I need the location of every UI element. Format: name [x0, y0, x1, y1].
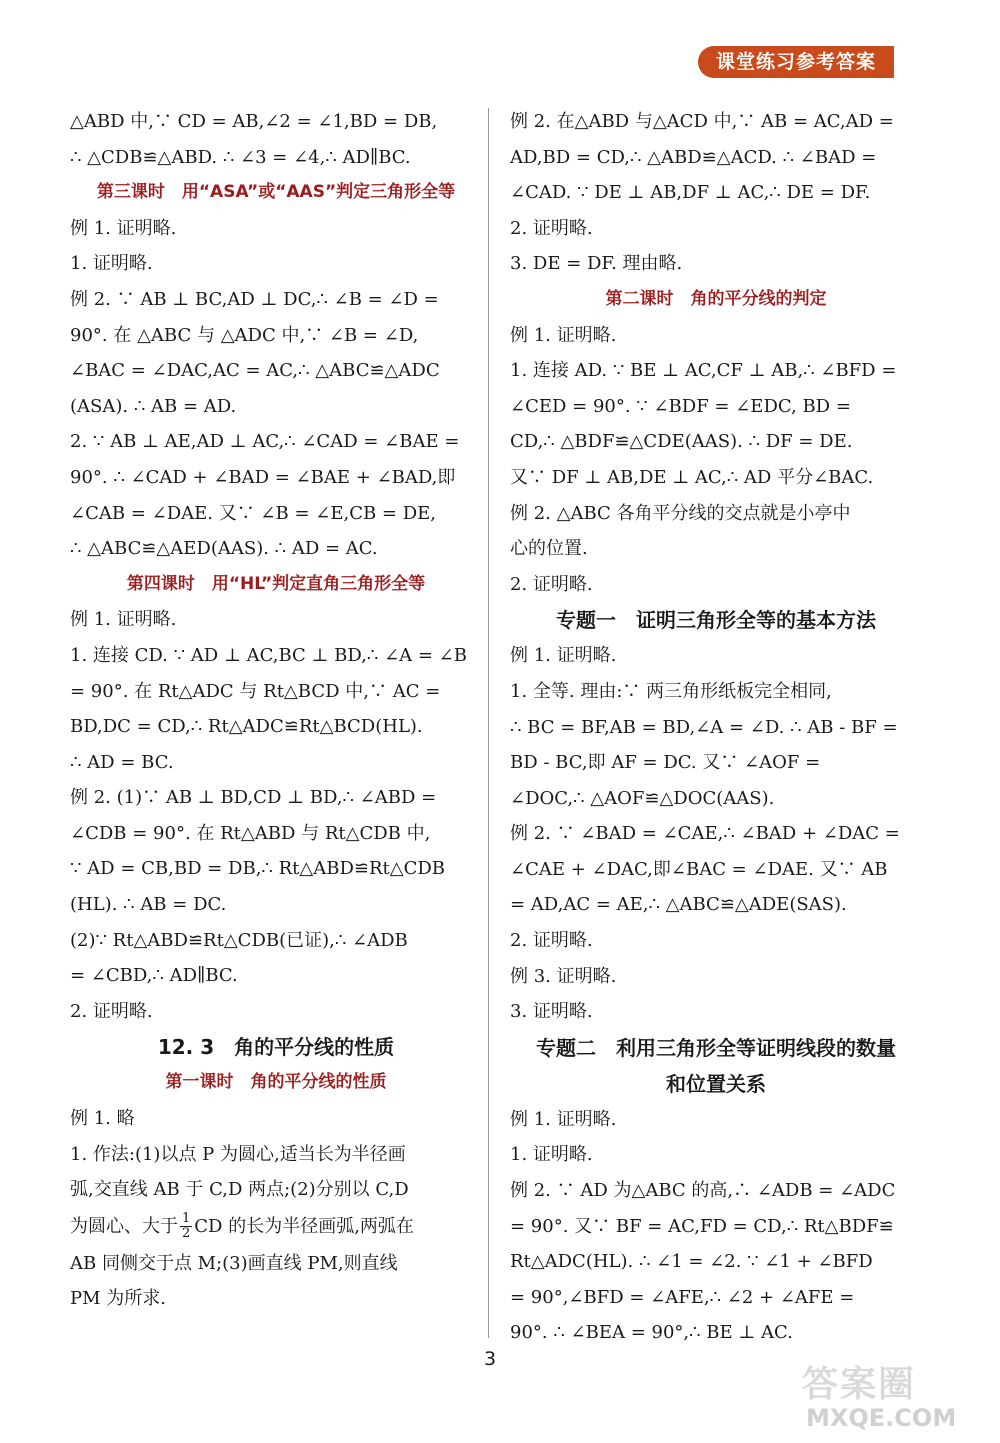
text-line: 例 2. △ABC 各角平分线的交点就是小亭中: [510, 502, 851, 524]
text-line: BD,DC = CD,∴ Rt△ADC≌Rt△BCD(HL).: [70, 716, 423, 738]
left-column: [70, 104, 482, 1317]
text-line: 1. 连接 AD. ∵ BE ⊥ AC,CF ⊥ AB,∴ ∠BFD =: [510, 360, 897, 382]
text-line: 又∵ DF ⊥ AB,DE ⊥ AC,∴ AD 平分∠BAC.: [510, 466, 874, 488]
watermark-url: MXQE.COM: [806, 1404, 957, 1432]
text-line: ∴ △CDB≌△ABD. ∴ ∠3 = ∠4,∴ AD∥BC.: [70, 146, 411, 168]
page-header-banner: 课堂练习参考答案: [698, 46, 894, 78]
text-line: ∠CAB = ∠DAE. 又∵ ∠B = ∠E,CB = DE,: [70, 502, 437, 524]
text-line: ∠CED = 90°. ∵ ∠BDF = ∠EDC, BD =: [510, 395, 851, 417]
section-heading: 第四课时 用“HL”判定直角三角形全等: [126, 573, 426, 594]
text-line: ∴ AD = BC.: [70, 751, 174, 773]
topic-heading: 专题二 利用三角形全等证明线段的数量: [536, 1035, 896, 1060]
text-line: 1. 证明略.: [70, 253, 153, 275]
text-line: 3. 证明略.: [510, 1001, 593, 1023]
text-line: 1. 证明略.: [510, 1144, 593, 1166]
text-line: CD,∴ △BDF≌△CDE(AAS). ∴ DF = DE.: [510, 431, 853, 453]
text-line: = ∠CBD,∴ AD∥BC.: [70, 965, 238, 987]
text-line: AD,BD = CD,∴ △ABD≌△ACD. ∴ ∠BAD =: [510, 146, 877, 168]
watermark-logo: 答案圈: [802, 1364, 917, 1405]
section-heading: 第三课时 用“ASA”或“AAS”判定三角形全等: [96, 182, 456, 203]
text-line: ∠CDB = 90°. 在 Rt△ABD 与 Rt△CDB 中,: [70, 822, 431, 844]
text-line: 例 1. 证明略.: [70, 609, 177, 631]
text-line: PM 为所求.: [70, 1288, 166, 1310]
text-line: ∠CAD. ∵ DE ⊥ AB,DF ⊥ AC,∴ DE = DF.: [510, 182, 871, 204]
text-line: Rt△ADC(HL). ∴ ∠1 = ∠2. ∵ ∠1 + ∠BFD: [510, 1251, 873, 1273]
text-line: 2. 证明略.: [510, 573, 593, 595]
topic-heading: 专题一 证明三角形全等的基本方法: [556, 608, 876, 633]
text-line: 例 1. 证明略.: [510, 645, 617, 667]
text-line: 例 1. 证明略.: [510, 1108, 617, 1130]
text-line: 心的位置.: [510, 538, 588, 560]
chapter-heading: 12. 3 角的平分线的性质: [157, 1035, 395, 1060]
text-line: (2)∵ Rt△ABD≌Rt△CDB(已证),∴ ∠ADB: [70, 929, 408, 951]
text-line: 1. 连接 CD. ∵ AD ⊥ AC,BC ⊥ BD,∴ ∠A = ∠B: [70, 644, 467, 666]
text-line: ∠DOC,∴ △AOF≌△DOC(AAS).: [510, 787, 775, 809]
topic-heading-continued: 和位置关系: [666, 1071, 766, 1096]
text-line-with-fraction: [70, 1208, 482, 1246]
text-line: 例 1. 略: [70, 1108, 135, 1130]
text-line: 例 2. ∵ ∠BAD = ∠CAE,∴ ∠BAD + ∠DAC =: [510, 823, 900, 845]
text-line: 例 2. ∵ AB ⊥ BC,AD ⊥ DC,∴ ∠B = ∠D =: [70, 288, 439, 310]
text-line: 90°. 在 △ABC 与 △ADC 中,∵ ∠B = ∠D,: [70, 324, 419, 346]
text-line: 1. 全等. 理由:∵ 两三角形纸板完全相同,: [510, 680, 832, 702]
text-line: 2. 证明略.: [70, 1000, 153, 1022]
text-line: 例 3. 证明略.: [510, 965, 617, 987]
text-line: = 90°,∠BFD = ∠AFE,∴ ∠2 + ∠AFE =: [510, 1286, 855, 1308]
right-column: [510, 104, 922, 1351]
text-line: 例 2. 在△ABD 与△ACD 中,∵ AB = AC,AD =: [510, 111, 894, 132]
text-line: △ABD 中,∵ CD = AB,∠2 = ∠1,BD = DB,: [70, 111, 438, 132]
text-line: (HL). ∴ AB = DC.: [70, 894, 227, 916]
text-line: = 90°. 在 Rt△ADC 与 Rt△BCD 中,∵ AC =: [70, 680, 441, 702]
text-line: AB 同侧交于点 M;(3)画直线 PM,则直线: [70, 1252, 398, 1274]
text-line: 2. 证明略.: [510, 930, 593, 952]
text-segment: CD 的长为半径画弧,两弧在: [194, 1215, 414, 1237]
text-line: = AD,AC = AE,∴ △ABC≌△ADE(SAS).: [510, 894, 847, 916]
section-heading: 第一课时 角的平分线的性质: [165, 1072, 387, 1093]
page-number: 3: [484, 1348, 497, 1370]
text-line: = 90°. 又∵ BF = AC,FD = CD,∴ Rt△BDF≌: [510, 1215, 894, 1237]
text-line: ∠CAE + ∠DAC,即∠BAC = ∠DAE. 又∵ AB: [510, 858, 888, 880]
text-line: 例 2. (1)∵ AB ⊥ BD,CD ⊥ BD,∴ ∠ABD =: [70, 787, 437, 809]
text-line: 2. 证明略.: [510, 217, 593, 239]
text-line: ∵ AD = CB,BD = DB,∴ Rt△ABD≌Rt△CDB: [70, 858, 446, 880]
text-line: 例 2. ∵ AD 为△ABC 的高,∴ ∠ADB = ∠ADC: [510, 1180, 896, 1202]
text-line: ∴ △ABC≌△AED(AAS). ∴ AD = AC.: [70, 538, 378, 560]
text-line: ∠BAC = ∠DAC,AC = AC,∴ △ABC≌△ADC: [70, 360, 440, 382]
text-line: 3. DE = DF. 理由略.: [510, 253, 683, 275]
text-line: 90°. ∴ ∠CAD + ∠BAD = ∠BAE + ∠BAD,即: [70, 466, 456, 488]
text-line: 弧,交直线 AB 于 C,D 两点;(2)分别以 C,D: [70, 1179, 409, 1201]
fraction-denominator: 2: [182, 1226, 191, 1242]
text-line: 例 1. 证明略.: [510, 324, 617, 346]
fraction-numerator: 1: [182, 1211, 191, 1227]
section-heading: 第二课时 角的平分线的判定: [605, 288, 827, 309]
column-divider: [488, 108, 489, 1338]
fraction-one-half: [180, 1212, 192, 1241]
text-line: 90°. ∴ ∠BEA = 90°,∴ BE ⊥ AC.: [510, 1322, 793, 1344]
text-line: 2. ∵ AB ⊥ AE,AD ⊥ AC,∴ ∠CAD = ∠BAE =: [70, 431, 460, 453]
text-line: BD - BC,即 AF = DC. 又∵ ∠AOF =: [510, 752, 821, 774]
text-line: 例 1. 证明略.: [70, 217, 177, 239]
watermark: [802, 1356, 992, 1436]
text-line: ∴ BC = BF,AB = BD,∠A = ∠D. ∴ AB - BF =: [510, 716, 898, 738]
text-line: 1. 作法:(1)以点 P 为圆心,适当长为半径画: [70, 1143, 406, 1165]
text-segment: 为圆心、大于: [70, 1215, 178, 1237]
text-line: (ASA). ∴ AB = AD.: [70, 395, 237, 417]
